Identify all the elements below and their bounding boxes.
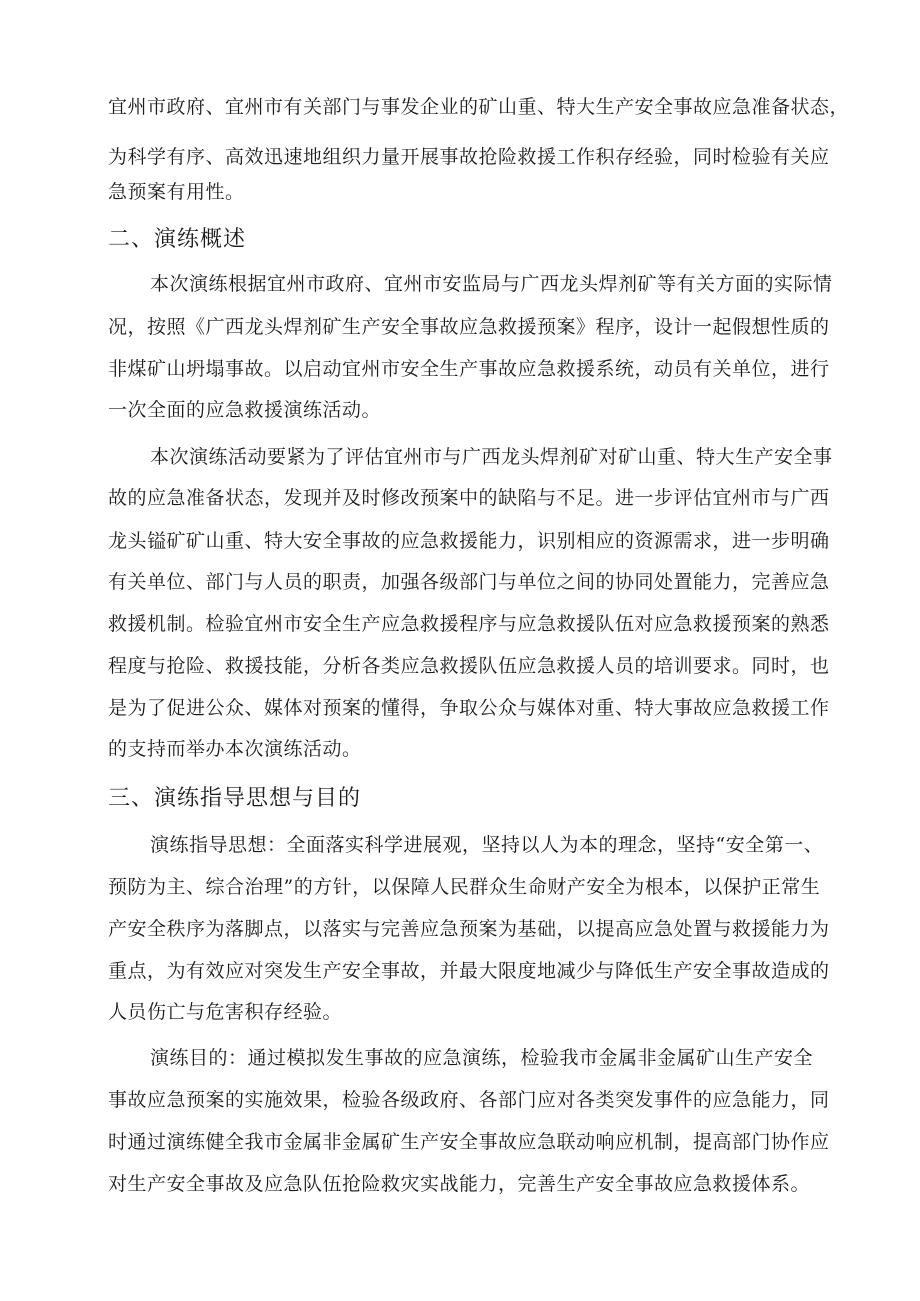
section2-para2-line-1: 本次演练活动要紧为了评估宜州市与广西龙头焊剂矿对矿山重、特大生产安全事 — [150, 446, 833, 468]
section2-para2-line-5: 救援机制。检验宜州市安全生产应急救援程序与应急救援队伍对应急救援预案的熟悉 — [108, 613, 830, 635]
section2-para2-line-4: 有关单位、部门与人员的职责，加强各级部门与单位之间的协同处置能力，完善应急 — [108, 571, 830, 593]
intro-line-1: 宜州市政府、宜州市有关部门与事发企业的矿山重、特大生产安全事故应急准备状态， — [108, 96, 850, 118]
section2-para2-line-2: 故的应急准备状态，发现并及时修改预案中的缺陷与不足。进一步评估宜州市与广西 — [108, 487, 830, 509]
section3-para1-line-1: 演练指导思想：全面落实科学进展观，坚持以人为本的理念，坚持“安全第一、 — [150, 834, 824, 856]
section2-para2-line-7: 是为了促进公众、媒体对预案的懂得，争取公众与媒体对重、特大事故应急救援工作 — [108, 697, 830, 719]
section3-para1-line-5: 人员伤亡与危害积存经验。 — [108, 1001, 343, 1023]
section2-para1-line-3: 非煤矿山坍塌事故。以启动宜州市安全生产事故应急救援系统，动员有关单位，进行 — [108, 358, 830, 380]
section2-para2-line-6: 程度与抢险、救援技能，分析各类应急救援队伍应急救援人员的培训要求。同时，也 — [108, 655, 830, 677]
section3-para1-line-4: 重点，为有效应对突发生产安全事故，并最大限度地减少与降低生产安全事故造成的 — [108, 960, 830, 982]
section2-para1-line-1: 本次演练根据宜州市政府、宜州市安监局与广西龙头焊剂矿等有关方面的实际情 — [150, 273, 833, 295]
section2-heading: 二、演练概述 — [108, 227, 247, 252]
section2-para2-line-3: 龙头镒矿矿山重、特大安全事故的应急救援能力，识别相应的资源需求，进一步明确 — [108, 530, 830, 552]
section3-para2-line-1: 演练目的：通过模拟发生事故的应急演练，检验我市金属非金属矿山生产安全 — [150, 1047, 814, 1069]
section3-para1-line-3: 产安全秩序为落脚点，以落实与完善应急预案为基础，以提高应急处置与救援能力为 — [108, 918, 830, 940]
section3-para1-line-2: 预防为主、综合治理”的方针，以保障人民群众生命财产安全为根本，以保护正常生 — [108, 876, 821, 898]
section2-para1-line-2: 况，按照《广西龙头焊剂矿生产安全事故应急救援预案》程序，设计一起假想性质的 — [108, 316, 830, 338]
section2-para1-line-4: 一次全面的应急救援演练活动。 — [108, 399, 382, 421]
section3-heading: 三、演练指导思想与目的 — [108, 786, 362, 811]
intro-line-3: 急预案有用性。 — [108, 181, 245, 203]
section3-para2-line-2: 事故应急预案的实施效果，检验各级政府、各部门应对各类突发事件的应急能力，同 — [108, 1089, 830, 1111]
section2-para2-line-8: 的支持而举办本次演练活动。 — [108, 738, 362, 760]
section3-para2-line-3: 时通过演练健全我市金属非金属矿生产安全事故应急联动响应机制，提高部门协作应 — [108, 1131, 830, 1153]
section3-para2-line-4: 对生产安全事故及应急队伍抢险救灾实战能力，完善生产安全事故应急救援体系。 — [108, 1173, 811, 1195]
intro-line-2: 为科学有序、高效迅速地组织力量开展事故抢险救援工作积存经验，同时检验有关应 — [108, 146, 830, 168]
